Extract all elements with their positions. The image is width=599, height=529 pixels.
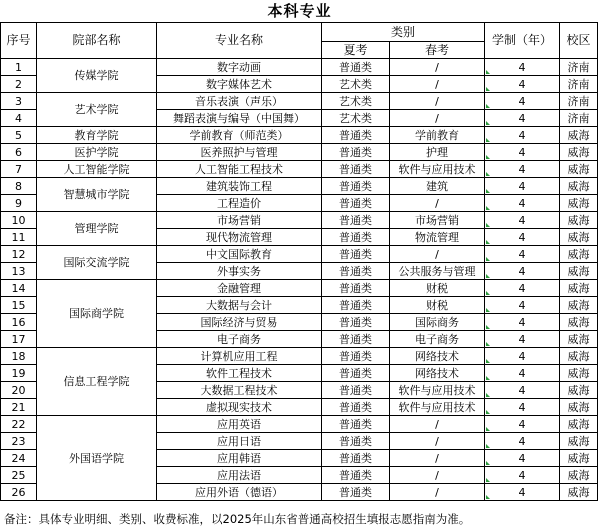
cell-corner-marker: [486, 342, 490, 346]
index-cell: 1: [1, 59, 37, 76]
duration-value: 4: [518, 451, 526, 465]
college-cell: 信息工程学院: [37, 348, 157, 416]
cell-corner-marker: [486, 393, 490, 397]
table-header-row: [1, 23, 598, 42]
summer-category-cell: 普通类: [322, 59, 390, 76]
table-row: [1, 144, 598, 161]
campus-cell: 威海: [560, 450, 598, 467]
duration-value: 4: [518, 230, 526, 244]
spring-category-cell: /: [390, 450, 485, 467]
table-row: [1, 246, 598, 263]
cell-corner-marker: [486, 121, 490, 125]
spring-category-cell: 软件与应用技术: [390, 382, 485, 399]
college-cell: 艺术学院: [37, 93, 157, 127]
duration-cell: [485, 484, 560, 501]
duration-cell: [485, 348, 560, 365]
duration-value: 4: [518, 247, 526, 261]
cell-corner-marker: [486, 376, 490, 380]
duration-value: 4: [518, 366, 526, 380]
summer-category-cell: 普通类: [322, 416, 390, 433]
spring-category-cell: /: [390, 433, 485, 450]
spring-category-cell: /: [390, 246, 485, 263]
duration-value: 4: [518, 111, 526, 125]
index-cell: 11: [1, 229, 37, 246]
cell-corner-marker: [486, 257, 490, 261]
table-row: [1, 280, 598, 297]
major-cell: 应用日语: [157, 433, 322, 450]
cell-corner-marker: [486, 240, 490, 244]
cell-corner-marker: [486, 478, 490, 482]
spring-category-cell: /: [390, 59, 485, 76]
index-cell: 7: [1, 161, 37, 178]
campus-cell: 威海: [560, 365, 598, 382]
summer-category-cell: 普通类: [322, 127, 390, 144]
duration-cell: [485, 212, 560, 229]
campus-cell: 威海: [560, 314, 598, 331]
campus-cell: 威海: [560, 229, 598, 246]
campus-cell: 济南: [560, 93, 598, 110]
duration-cell: [485, 416, 560, 433]
summer-category-cell: 普通类: [322, 450, 390, 467]
summer-category-cell: 艺术类: [322, 93, 390, 110]
summer-category-cell: 普通类: [322, 246, 390, 263]
duration-cell: [485, 297, 560, 314]
duration-value: 4: [518, 196, 526, 210]
cell-corner-marker: [486, 87, 490, 91]
duration-value: 4: [518, 179, 526, 193]
header-category: 类别: [322, 23, 485, 42]
major-cell: 计算机应用工程: [157, 348, 322, 365]
major-cell: 数字媒体艺术: [157, 76, 322, 93]
major-cell: 人工智能工程技术: [157, 161, 322, 178]
spring-category-cell: 财税: [390, 297, 485, 314]
major-cell: 国际经济与贸易: [157, 314, 322, 331]
index-cell: 10: [1, 212, 37, 229]
major-cell: 应用外语（德语）: [157, 484, 322, 501]
campus-cell: 威海: [560, 484, 598, 501]
duration-value: 4: [518, 77, 526, 91]
majors-table: [0, 22, 598, 501]
campus-cell: 威海: [560, 399, 598, 416]
duration-value: 4: [518, 264, 526, 278]
header-duration: 学制（年）: [485, 23, 560, 59]
duration-value: 4: [518, 400, 526, 414]
index-cell: 8: [1, 178, 37, 195]
spring-category-cell: /: [390, 76, 485, 93]
header-summer: 夏考: [322, 42, 390, 59]
table-row: [1, 127, 598, 144]
campus-cell: 威海: [560, 331, 598, 348]
major-cell: 大数据与会计: [157, 297, 322, 314]
major-cell: 工程造价: [157, 195, 322, 212]
spring-category-cell: 物流管理: [390, 229, 485, 246]
cell-corner-marker: [486, 359, 490, 363]
cell-corner-marker: [486, 223, 490, 227]
table-body: [1, 59, 598, 501]
college-cell: 智慧城市学院: [37, 178, 157, 212]
cell-corner-marker: [486, 308, 490, 312]
cell-corner-marker: [486, 189, 490, 193]
spring-category-cell: 建筑: [390, 178, 485, 195]
summer-category-cell: 普通类: [322, 229, 390, 246]
summer-category-cell: 普通类: [322, 331, 390, 348]
campus-cell: 济南: [560, 76, 598, 93]
duration-cell: [485, 263, 560, 280]
duration-value: 4: [518, 417, 526, 431]
spring-category-cell: 学前教育: [390, 127, 485, 144]
duration-cell: [485, 382, 560, 399]
major-cell: 中文国际教育: [157, 246, 322, 263]
major-cell: 学前教育（师范类）: [157, 127, 322, 144]
spring-category-cell: 软件与应用技术: [390, 399, 485, 416]
cell-corner-marker: [486, 325, 490, 329]
cell-corner-marker: [486, 410, 490, 414]
major-cell: 建筑装饰工程: [157, 178, 322, 195]
summer-category-cell: 普通类: [322, 365, 390, 382]
duration-cell: [485, 331, 560, 348]
index-cell: 25: [1, 467, 37, 484]
index-cell: 4: [1, 110, 37, 127]
duration-value: 4: [518, 162, 526, 176]
college-cell: 国际交流学院: [37, 246, 157, 280]
header-campus: 校区: [560, 23, 598, 59]
index-cell: 23: [1, 433, 37, 450]
spring-category-cell: 国际商务: [390, 314, 485, 331]
major-cell: 软件工程技术: [157, 365, 322, 382]
summer-category-cell: 普通类: [322, 467, 390, 484]
table-row: [1, 59, 598, 76]
index-cell: 21: [1, 399, 37, 416]
campus-cell: 济南: [560, 110, 598, 127]
college-cell: 传媒学院: [37, 59, 157, 93]
spring-category-cell: 财税: [390, 280, 485, 297]
cell-corner-marker: [486, 495, 490, 499]
major-cell: 金融管理: [157, 280, 322, 297]
spring-category-cell: /: [390, 93, 485, 110]
duration-cell: [485, 314, 560, 331]
duration-value: 4: [518, 60, 526, 74]
spring-category-cell: /: [390, 467, 485, 484]
spring-category-cell: 软件与应用技术: [390, 161, 485, 178]
duration-cell: [485, 229, 560, 246]
cell-corner-marker: [486, 206, 490, 210]
major-cell: 应用法语: [157, 467, 322, 484]
major-cell: 应用韩语: [157, 450, 322, 467]
major-cell: 外事实务: [157, 263, 322, 280]
duration-value: 4: [518, 213, 526, 227]
duration-value: 4: [518, 128, 526, 142]
summer-category-cell: 艺术类: [322, 76, 390, 93]
page-title: 本科专业: [267, 2, 332, 20]
campus-cell: 威海: [560, 416, 598, 433]
index-cell: 9: [1, 195, 37, 212]
table-row: [1, 178, 598, 195]
campus-cell: 威海: [560, 297, 598, 314]
index-cell: 17: [1, 331, 37, 348]
index-cell: 26: [1, 484, 37, 501]
index-cell: 12: [1, 246, 37, 263]
summer-category-cell: 普通类: [322, 144, 390, 161]
index-cell: 24: [1, 450, 37, 467]
campus-cell: 威海: [560, 144, 598, 161]
duration-cell: [485, 467, 560, 484]
college-cell: 人工智能学院: [37, 161, 157, 178]
index-cell: 16: [1, 314, 37, 331]
cell-corner-marker: [486, 138, 490, 142]
index-cell: 5: [1, 127, 37, 144]
college-cell: 外国语学院: [37, 416, 157, 501]
spring-category-cell: /: [390, 110, 485, 127]
spring-category-cell: 网络技术: [390, 348, 485, 365]
duration-cell: [485, 127, 560, 144]
major-cell: 应用英语: [157, 416, 322, 433]
campus-cell: 威海: [560, 195, 598, 212]
index-cell: 14: [1, 280, 37, 297]
college-cell: 国际商学院: [37, 280, 157, 348]
spring-category-cell: 网络技术: [390, 365, 485, 382]
index-cell: 18: [1, 348, 37, 365]
summer-category-cell: 普通类: [322, 382, 390, 399]
spring-category-cell: 公共服务与管理: [390, 263, 485, 280]
duration-cell: [485, 110, 560, 127]
duration-value: 4: [518, 349, 526, 363]
table-row: [1, 348, 598, 365]
major-cell: 现代物流管理: [157, 229, 322, 246]
duration-cell: [485, 433, 560, 450]
summer-category-cell: 艺术类: [322, 110, 390, 127]
duration-value: 4: [518, 298, 526, 312]
duration-cell: [485, 365, 560, 382]
major-cell: 电子商务: [157, 331, 322, 348]
header-college: 院部名称: [37, 23, 157, 59]
summer-category-cell: 普通类: [322, 433, 390, 450]
table-row: [1, 93, 598, 110]
spring-category-cell: /: [390, 484, 485, 501]
duration-cell: [485, 280, 560, 297]
summer-category-cell: 普通类: [322, 178, 390, 195]
college-cell: 教育学院: [37, 127, 157, 144]
campus-cell: 威海: [560, 348, 598, 365]
campus-cell: 威海: [560, 212, 598, 229]
header-index: 序号: [1, 23, 37, 59]
index-cell: 6: [1, 144, 37, 161]
campus-cell: 威海: [560, 433, 598, 450]
duration-cell: [485, 246, 560, 263]
cell-corner-marker: [486, 104, 490, 108]
campus-cell: 威海: [560, 382, 598, 399]
duration-cell: [485, 144, 560, 161]
index-cell: 2: [1, 76, 37, 93]
major-cell: 音乐表演（声乐）: [157, 93, 322, 110]
index-cell: 13: [1, 263, 37, 280]
cell-corner-marker: [486, 70, 490, 74]
duration-value: 4: [518, 281, 526, 295]
summer-category-cell: 普通类: [322, 314, 390, 331]
header-major: 专业名称: [157, 23, 322, 59]
duration-value: 4: [518, 434, 526, 448]
spring-category-cell: 市场营销: [390, 212, 485, 229]
summer-category-cell: 普通类: [322, 348, 390, 365]
duration-cell: [485, 399, 560, 416]
footnote: 备注：具体专业明细、类别、收费标准，以2025年山东省普通高校招生填报志愿指南为准。: [4, 512, 471, 526]
campus-cell: 威海: [560, 467, 598, 484]
college-cell: 医护学院: [37, 144, 157, 161]
index-cell: 15: [1, 297, 37, 314]
index-cell: 22: [1, 416, 37, 433]
duration-value: 4: [518, 145, 526, 159]
summer-category-cell: 普通类: [322, 212, 390, 229]
duration-cell: [485, 93, 560, 110]
duration-cell: [485, 195, 560, 212]
duration-value: 4: [518, 485, 526, 499]
spring-category-cell: /: [390, 416, 485, 433]
duration-cell: [485, 178, 560, 195]
cell-corner-marker: [486, 172, 490, 176]
duration-cell: [485, 450, 560, 467]
spring-category-cell: 护理: [390, 144, 485, 161]
major-cell: 市场营销: [157, 212, 322, 229]
major-cell: 医养照护与管理: [157, 144, 322, 161]
duration-value: 4: [518, 94, 526, 108]
cell-corner-marker: [486, 427, 490, 431]
header-spring: 春考: [390, 42, 485, 59]
campus-cell: 威海: [560, 280, 598, 297]
campus-cell: 威海: [560, 246, 598, 263]
duration-value: 4: [518, 383, 526, 397]
summer-category-cell: 普通类: [322, 280, 390, 297]
table-row: [1, 416, 598, 433]
duration-cell: [485, 161, 560, 178]
duration-value: 4: [518, 468, 526, 482]
major-cell: 大数据工程技术: [157, 382, 322, 399]
major-cell: 数字动画: [157, 59, 322, 76]
summer-category-cell: 普通类: [322, 161, 390, 178]
summer-category-cell: 普通类: [322, 297, 390, 314]
summer-category-cell: 普通类: [322, 399, 390, 416]
duration-cell: [485, 59, 560, 76]
major-cell: 舞蹈表演与编导（中国舞）: [157, 110, 322, 127]
table-row: [1, 212, 598, 229]
table-row: [1, 161, 598, 178]
duration-value: 4: [518, 315, 526, 329]
cell-corner-marker: [486, 291, 490, 295]
campus-cell: 济南: [560, 59, 598, 76]
cell-corner-marker: [486, 155, 490, 159]
spring-category-cell: /: [390, 195, 485, 212]
major-cell: 虚拟现实技术: [157, 399, 322, 416]
index-cell: 19: [1, 365, 37, 382]
college-cell: 管理学院: [37, 212, 157, 246]
campus-cell: 威海: [560, 178, 598, 195]
summer-category-cell: 普通类: [322, 195, 390, 212]
campus-cell: 威海: [560, 161, 598, 178]
campus-cell: 威海: [560, 127, 598, 144]
duration-cell: [485, 76, 560, 93]
spring-category-cell: 电子商务: [390, 331, 485, 348]
cell-corner-marker: [486, 274, 490, 278]
summer-category-cell: 普通类: [322, 263, 390, 280]
index-cell: 20: [1, 382, 37, 399]
cell-corner-marker: [486, 461, 490, 465]
cell-corner-marker: [486, 444, 490, 448]
campus-cell: 威海: [560, 263, 598, 280]
duration-value: 4: [518, 332, 526, 346]
index-cell: 3: [1, 93, 37, 110]
summer-category-cell: 普通类: [322, 484, 390, 501]
